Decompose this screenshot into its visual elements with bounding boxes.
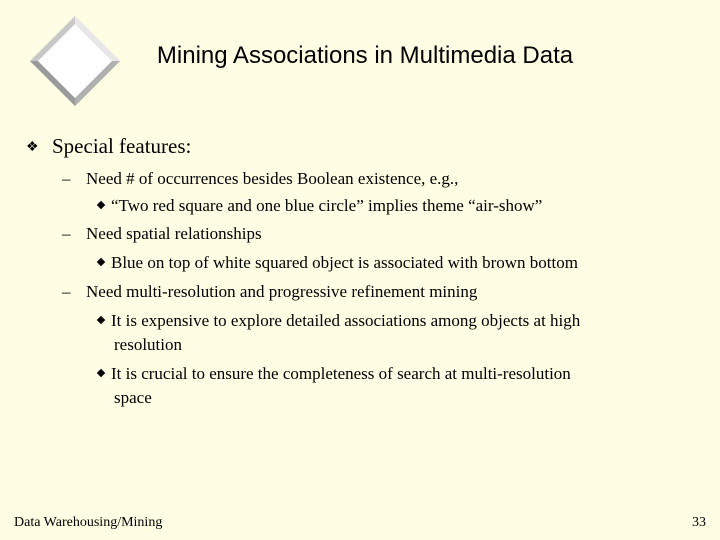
list-item: – Need # of occurrences besides Boolean existence, e.g., (62, 169, 459, 188)
list-item-continuation: space (114, 388, 152, 407)
diamond-bullet-icon (97, 258, 105, 266)
list-item: Blue on top of white squared object is associated with brown bottom (98, 253, 578, 273)
list-item: It is expensive to explore detailed associations among objects at high (98, 311, 580, 331)
list-item: – Need spatial relationships (62, 224, 262, 243)
list-item: – Need multi-resolution and progressive refinement mining (62, 282, 478, 301)
list-item-continuation: resolution (114, 335, 182, 354)
page-number: 33 (692, 515, 706, 530)
dash-bullet: – (62, 224, 71, 243)
list-item: “Two red square and one blue circle” implies theme “air-show” (98, 196, 542, 216)
slide-title: Mining Associations in Multimedia Data (156, 42, 574, 69)
footer-course-name: Data Warehousing/Mining (14, 515, 163, 530)
checkmark-bullet-icon: ❖ (26, 140, 39, 155)
list-item: It is crucial to ensure the completeness of search at multi-resolution (98, 364, 571, 384)
dash-bullet: – (62, 169, 71, 188)
diamond-bullet-icon (97, 201, 105, 209)
diamond-bullet-icon (97, 316, 105, 324)
dash-bullet: – (62, 282, 71, 301)
diamond-bullet-icon (97, 369, 105, 377)
main-point (26, 131, 191, 163)
main-point-text: Special features: (52, 134, 192, 158)
